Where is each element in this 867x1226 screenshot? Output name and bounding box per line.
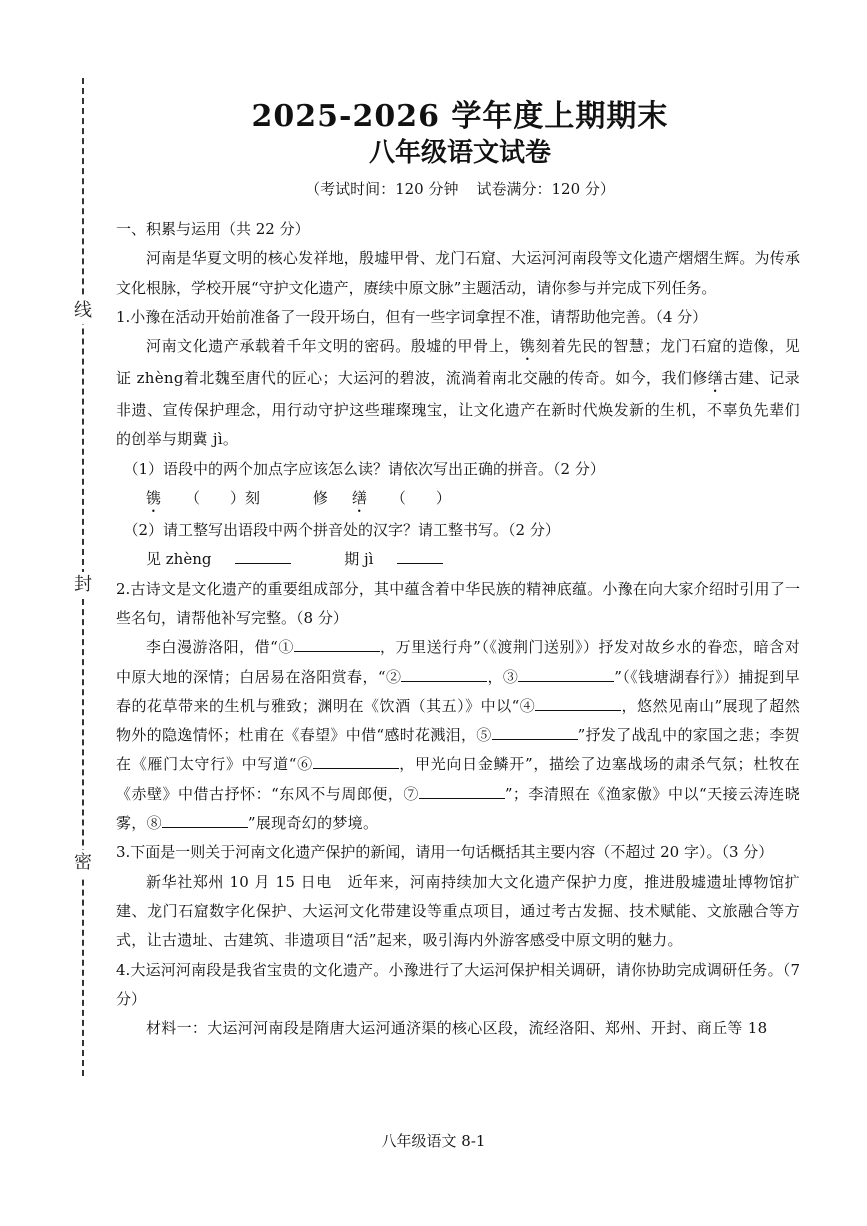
binding-seal-char: 封 <box>70 572 96 598</box>
poem-blank-2[interactable] <box>401 663 487 682</box>
page-footer: 八年级语文 8-1 <box>381 1132 486 1150</box>
exam-title: 2025-2026 学年度上期期末 <box>251 99 669 134</box>
q3-news: 新华社郑州 10 月 15 日电 近年来，河南持续加大文化遗产保护力度，推进殷墟遗址博物馆扩建、龙门石窟数字化保护、大运河文化带建设等重点项目，通过考古发掘、技术赋能、文旅融合等方式，让古遗址、古建筑、非遗项目“活”起来，吸引海内外游客感受中原文明的魅力。 <box>116 872 800 950</box>
q3-stem: 3.下面是一则关于河南文化遗产保护的新闻，请用一句话概括其主要内容（不超过 20 字）。（3 分） <box>116 843 774 862</box>
dotted-char: 镌 <box>519 337 536 356</box>
dotted-char: 缮 <box>707 369 724 388</box>
poem-blank-5[interactable] <box>492 721 578 740</box>
q2-passage: 李白漫游洛阳，借“① ，万里送行舟”（《渡荆门送别》）抒发对故乡水的眷恋，暗含对中原大地的深情；白居易在洛阳赏春，“② ，③ ”（《钱塘湖春行》）捕捉到早春的花草带来的生机与雅致；渊明在《饮酒（其五）》中以“④ ，悠然见南山”展现了超然物外的隐逸情怀；杜甫在《春望》中借“感时花溅泪，⑤ ”抒发了战乱中的家国之悲；李贺在《雁门太守行》中写道“⑥ ，甲光向日金鳞开”，描绘了边塞战场的肃杀气氛；杜牧在《赤壁》中借古抒怀：“东风不与周郎便，⑦ ”；李清照在《渔家傲》中以“天接云涛连晓雾，⑧ ”展现奇幻的梦境。 <box>116 633 800 838</box>
q1-stem: 1.小豫在活动开始前准备了一段开场白，但有一些字词拿捏不准，请帮助他完善。（4 分） <box>116 307 708 326</box>
q2-stem: 2.古诗文是文化遗产的重要组成部分，其中蕴含着中华民族的精神底蕴。小豫在向大家介绍时引用了一些名句，请帮他补写完整。（8 分） <box>116 579 800 627</box>
binding-line-char: 线 <box>70 298 96 324</box>
answer-blank-2[interactable]: 修 缮 （ ） <box>312 489 451 508</box>
q1-sub2: （2）请工整写出语段中两个拼音处的汉字？请工整书写。（2 分） <box>123 521 560 540</box>
poem-blank-3[interactable] <box>518 663 614 682</box>
poem-blank-8[interactable] <box>162 809 248 828</box>
poem-blank-1[interactable] <box>294 633 380 652</box>
full-score: 试卷满分：120 分） <box>476 180 615 198</box>
q4-stem: 4.大运河河南段是我省宝贵的文化遗产。小豫进行了大运河保护相关调研，请你协助完成调研任务。（7 分） <box>116 960 800 1008</box>
exam-content <box>116 215 800 1043</box>
poem-blank-7[interactable] <box>419 780 505 799</box>
q1-sub1: （1）语段中的两个加点字应该怎么读？请依次写出正确的拼音。（2 分） <box>123 459 605 478</box>
answer-blank-1[interactable]: 镌 （ ）刻 <box>146 489 261 508</box>
answer-blank-ji[interactable]: 期 jì <box>344 550 467 568</box>
answer-blank-zheng[interactable]: 见 zhèng <box>146 550 315 568</box>
q1-passage: 河南文化遗产承载着千年文明的密码。殷墟的甲骨上，镌刻着先民的智慧；龙门石窟的造像，见证 zhèng着北魏至唐代的匠心；大运河的碧波，流淌着南北交融的传奇。如今，我们修缮古建、记录非遗、宣传保护理念，用行动守护这些璀璨瑰宝，让文化遗产在新时代焕发新的生机，不辜负先辈们的创举与期冀 jì。 <box>116 337 800 449</box>
q1-sub2-answers <box>116 545 800 574</box>
q4-material1: 材料一：大运河河南段是隋唐大运河通济渠的核心区段，流经洛阳、郑州、开封、商丘等 18 <box>146 1019 768 1038</box>
binding-secret-char: 密 <box>70 850 96 876</box>
exam-subtitle: 八年级语文试卷 <box>368 138 551 168</box>
section1-intro: 河南是华夏文明的核心发祥地，殷墟甲骨、龙门石窟、大运河河南段等文化遗产熠熠生辉。为传承文化根脉，学校开展“守护文化遗产，赓续中原文脉”主题活动，请你参与并完成下列任务。 <box>116 249 800 297</box>
exam-info <box>120 178 800 200</box>
poem-blank-4[interactable] <box>535 692 621 711</box>
exam-time: （考试时间：120 分钟 <box>305 180 459 198</box>
q1-sub1-answers <box>116 484 800 516</box>
section1-heading: 一、积累与运用（共 22 分） <box>116 220 310 238</box>
poem-blank-6[interactable] <box>313 750 399 769</box>
